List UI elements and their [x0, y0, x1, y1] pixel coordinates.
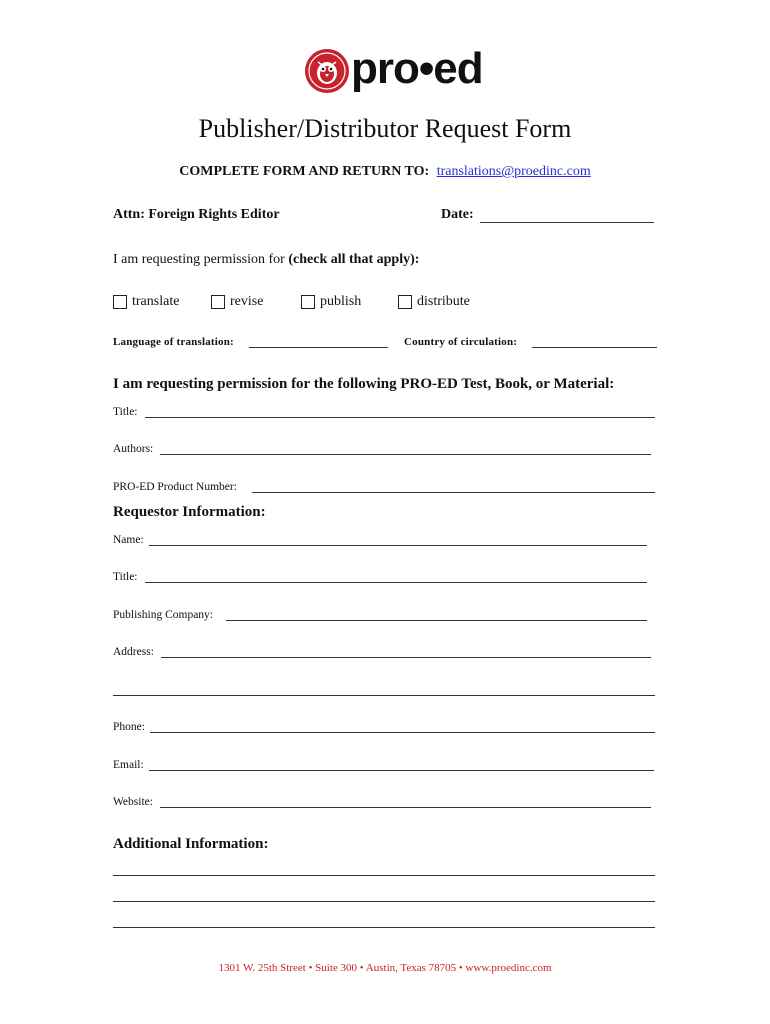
return-email-link[interactable]: translations@proedinc.com [436, 164, 591, 179]
authors-field[interactable] [160, 454, 651, 455]
authors-label: Authors: [113, 443, 154, 455]
owl-seal-icon [304, 48, 350, 94]
requestor-title-field[interactable] [145, 582, 647, 583]
date-field[interactable] [480, 222, 654, 223]
brand-wordmark: pro•ed [351, 44, 483, 93]
address-label: Address: [113, 646, 154, 658]
distribute-checkbox[interactable] [398, 295, 412, 309]
permission-intro-bold: (check all that apply): [288, 252, 420, 267]
company-field[interactable] [226, 620, 647, 621]
date-label: Date: [441, 207, 474, 222]
return-instructions [0, 163, 770, 181]
translate-label: translate [132, 294, 180, 309]
product-number-label: PRO-ED Product Number: [113, 481, 237, 493]
form-title: Publisher/Distributor Request Form [198, 114, 572, 143]
permission-intro [113, 251, 419, 269]
email-field[interactable] [149, 770, 654, 771]
requestor-heading: Requestor Information: [113, 504, 266, 520]
distribute-label: distribute [417, 294, 470, 309]
publish-label: publish [320, 294, 362, 309]
publish-checkbox[interactable] [301, 295, 315, 309]
language-field[interactable] [249, 347, 388, 348]
additional-field-line-1[interactable] [113, 875, 655, 876]
revise-label: revise [230, 294, 264, 309]
requestor-title-label: Title: [113, 571, 138, 583]
option-revise[interactable] [211, 294, 263, 310]
email-label: Email: [113, 759, 144, 771]
website-label: Website: [113, 796, 153, 808]
additional-field-line-3[interactable] [113, 927, 655, 928]
material-heading: I am requesting permission for the following PRO-ED Test, Book, or Material: [113, 376, 615, 392]
option-translate[interactable] [113, 294, 179, 310]
proed-logo [304, 44, 483, 98]
address-field[interactable] [161, 657, 651, 658]
material-title-field[interactable] [145, 417, 655, 418]
language-label: Language of translation: [113, 336, 234, 348]
country-field[interactable] [532, 347, 657, 348]
translate-checkbox[interactable] [113, 295, 127, 309]
address-field-line-2[interactable] [113, 695, 655, 696]
complete-label: COMPLETE FORM AND RETURN TO: [179, 164, 430, 179]
country-label: Country of circulation: [404, 336, 518, 348]
option-distribute[interactable] [398, 294, 470, 310]
additional-heading: Additional Information: [113, 836, 269, 852]
company-label: Publishing Company: [113, 609, 213, 621]
name-label: Name: [113, 534, 144, 546]
product-number-field[interactable] [252, 492, 655, 493]
option-publish[interactable] [301, 294, 361, 310]
attn-label: Attn: Foreign Rights Editor [113, 207, 280, 222]
material-title-label: Title: [113, 406, 138, 418]
permission-intro-text: I am requesting permission for [113, 252, 285, 267]
phone-label: Phone: [113, 721, 145, 733]
footer-address: 1301 W. 25th Street • Suite 300 • Austin, Texas 78705 • www.proedinc.com [218, 962, 552, 974]
name-field[interactable] [149, 545, 647, 546]
phone-field[interactable] [150, 732, 655, 733]
additional-field-line-2[interactable] [113, 901, 655, 902]
website-field[interactable] [160, 807, 651, 808]
revise-checkbox[interactable] [211, 295, 225, 309]
